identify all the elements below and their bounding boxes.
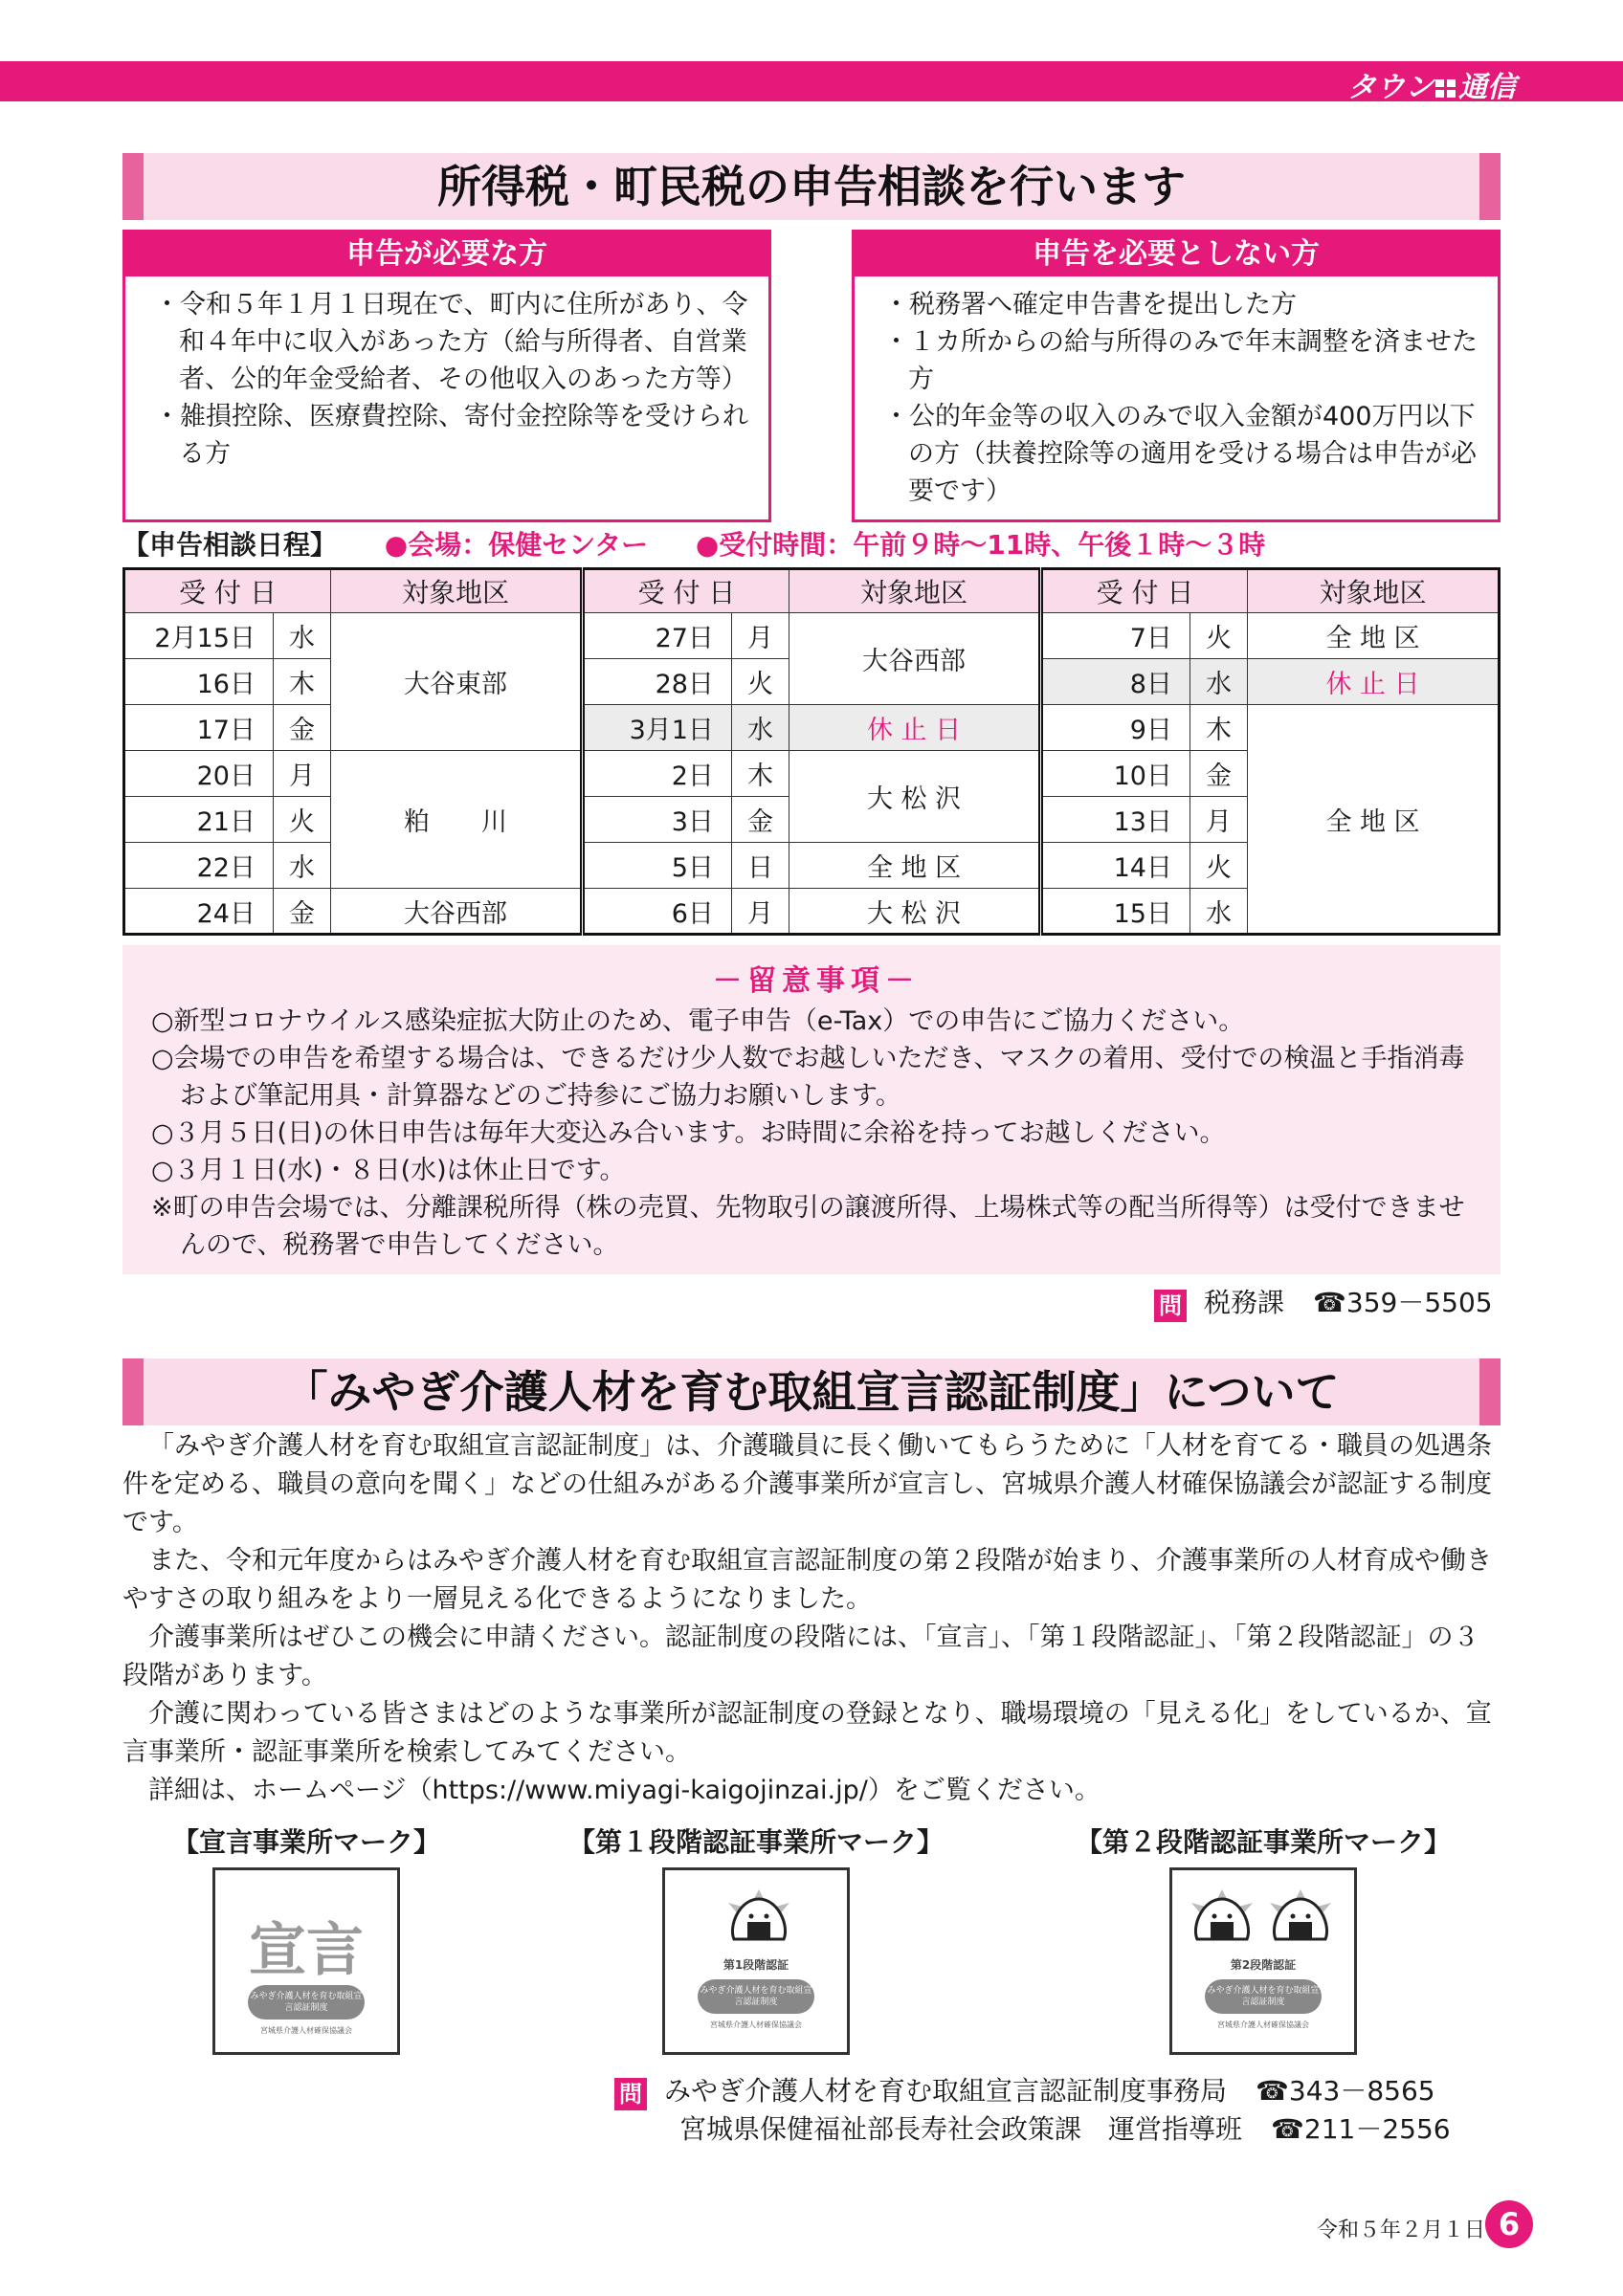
tax-contact xyxy=(1154,1282,1493,1322)
weekday-cell: 月 xyxy=(273,751,330,797)
date-cell: 20日 xyxy=(124,751,274,797)
kaigo-contact-2 xyxy=(679,2108,1451,2147)
schedule-info xyxy=(122,524,1265,563)
weekday-cell: 月 xyxy=(731,613,789,659)
area-cell: 大谷東部 xyxy=(331,613,583,751)
mark-label: 【宣言事業所マーク】 xyxy=(172,1826,441,1858)
date-cell: 16日 xyxy=(124,659,274,705)
paragraph: 「みやぎ介護人材を育む取組宣言認証制度」は、介護職員に長く働いてもらうために「人材を育てる・職員の処遇条件を定める、職員の意向を聞く」などの仕組みがある介護事業所が宣言し、宮城県介護人材確保協議会が認証する制度です。 xyxy=(122,1431,1492,1537)
note-item: ○３月１日(水)・８日(水)は休止日です。 xyxy=(151,1156,626,1185)
col-header: 対象地区 xyxy=(1248,569,1500,613)
date-cell: 2日 xyxy=(582,751,731,797)
section2-title: 「みやぎ介護人材を育む取組宣言認証制度」について xyxy=(122,1358,1501,1425)
weekday-cell: 木 xyxy=(273,659,330,705)
weekday-cell: 金 xyxy=(273,889,330,935)
col-header: 対象地区 xyxy=(789,569,1041,613)
weekday-cell: 月 xyxy=(1189,797,1247,843)
area-cell: 大谷西部 xyxy=(331,889,583,935)
stage2-mark xyxy=(1169,1867,1357,2055)
brand-logo xyxy=(1347,63,1516,105)
date-cell: 3月1日 xyxy=(582,705,731,751)
contact-phone: ☎211－2556 xyxy=(1271,2113,1451,2145)
mark-label: 【第１段階認証事業所マーク】 xyxy=(568,1826,945,1858)
area-cell: 全 地 区 xyxy=(1248,613,1500,659)
col-header: 対象地区 xyxy=(331,569,583,613)
weekday-cell: 月 xyxy=(731,889,789,935)
weekday-cell: 木 xyxy=(1189,705,1247,751)
not-required-box xyxy=(852,230,1501,522)
paragraph: また、令和元年度からはみやぎ介護人材を育む取組宣言認証制度の第２段階が始まり、介護事業所の人材育成や働きやすさの取り組みをより一層見える化できるようになりました。 xyxy=(122,1546,1492,1614)
date-cell: 10日 xyxy=(1040,751,1189,797)
rice-ball-mascots-icon xyxy=(1186,1884,1343,1945)
brand-right: 通信 xyxy=(1458,71,1516,104)
area-cell: 全 地 区 xyxy=(789,843,1041,889)
brand-left: タウン xyxy=(1347,71,1434,104)
date-cell: 13日 xyxy=(1040,797,1189,843)
table-header-row xyxy=(124,569,1500,613)
date-cell: 21日 xyxy=(124,797,274,843)
date-cell: 5日 xyxy=(582,843,731,889)
area-cell: 大 松 沢 xyxy=(789,751,1041,843)
mark-label: 【第２段階認証事業所マーク】 xyxy=(1076,1826,1452,1858)
inquiry-icon: 問 xyxy=(1154,1290,1187,1322)
page-number: 6 xyxy=(1485,2200,1533,2248)
table-row xyxy=(124,705,1500,751)
required-box xyxy=(122,230,771,522)
date-cell: 17日 xyxy=(124,705,274,751)
section2-body xyxy=(122,1427,1501,1810)
venue: ●会場：保健センター xyxy=(384,529,649,561)
area-cell: 大 松 沢 xyxy=(789,889,1041,935)
notes-box xyxy=(122,945,1501,1274)
weekday-cell: 金 xyxy=(273,705,330,751)
contact-dept: 税務課 xyxy=(1204,1287,1285,1318)
list-item: ・ 令和５年１月１日現在で、町内に住所があり、令和４年中に収入があった方（給与所得者、自営業者、公的年金受給者、その他収入のあった方等） xyxy=(154,286,755,398)
note-item: ○新型コロナウイルス感染症拡大防止のため、電子申告（e-Tax）での申告にご協力ください。 xyxy=(151,1006,1245,1036)
list-item: ・ 公的年金等の収入のみで収入金額が400万円以下の方（扶養控除等の適用を受ける場合は申告が必要です） xyxy=(883,398,1484,510)
paragraph: 介護事業所はぜひこの機会に申請ください。認証制度の段階には、「宣言」、「第１段階認証」、「第２段階認証」の３段階があります。 xyxy=(122,1623,1479,1690)
declaration-mark xyxy=(212,1867,400,2055)
col-header: 受 付 日 xyxy=(1040,569,1247,613)
weekday-cell: 火 xyxy=(1189,843,1247,889)
date-cell: 9日 xyxy=(1040,705,1189,751)
date-cell: 28日 xyxy=(582,659,731,705)
grid-icon xyxy=(1435,79,1456,99)
area-cell: 全 地 区 xyxy=(1248,705,1500,935)
weekday-cell: 火 xyxy=(273,797,330,843)
issue-date: 令和５年２月１日 xyxy=(1317,2219,1486,2242)
area-cell: 粕 川 xyxy=(331,751,583,889)
mark-title: 宣言 xyxy=(249,1917,364,1984)
mark-stage: 第2段階認証 xyxy=(1230,1958,1297,1972)
date-cell: 24日 xyxy=(124,889,274,935)
contact-name: 宮城県保健福祉部長寿社会政策課 運営指導班 xyxy=(679,2113,1243,2145)
weekday-cell: 木 xyxy=(731,751,789,797)
note-item: ○会場での申告を希望する場合は、できるだけ少人数でお越しいただき、マスクの着用、受付での検温と手指消毒および筆記用具・計算器などのご持参にご協力お願いします。 xyxy=(151,1044,1465,1111)
weekday-cell: 水 xyxy=(273,843,330,889)
rice-ball-mascot-icon xyxy=(721,1884,797,1945)
area-cell-holiday: 休 止 日 xyxy=(1248,659,1500,705)
weekday-cell: 水 xyxy=(273,613,330,659)
weekday-cell: 日 xyxy=(731,843,789,889)
date-cell: 27日 xyxy=(582,613,731,659)
weekday-cell: 水 xyxy=(1189,659,1247,705)
table-row xyxy=(124,613,1500,659)
mark-pill: みやぎ介護人材を育む取組宣言認証制度 xyxy=(1205,1979,1322,2014)
mark-pill: みやぎ介護人材を育む取組宣言認証制度 xyxy=(248,1985,365,2020)
paragraph: 詳細は、ホームページ（https://www.miyagi-kaigojinzai.jp/）をご覧ください。 xyxy=(148,1776,1101,1805)
date-cell: 14日 xyxy=(1040,843,1189,889)
mark-pill: みやぎ介護人材を育む取組宣言認証制度 xyxy=(698,1979,814,2014)
schedule-table xyxy=(122,567,1501,936)
not-required-heading: 申告を必要としない方 xyxy=(855,232,1498,276)
contact-phone: ☎359－5505 xyxy=(1313,1287,1493,1318)
area-cell-holiday: 休 止 日 xyxy=(789,705,1041,751)
weekday-cell: 金 xyxy=(1189,751,1247,797)
weekday-cell: 水 xyxy=(1189,889,1247,935)
weekday-cell: 金 xyxy=(731,797,789,843)
contact-phone: ☎343－8565 xyxy=(1256,2075,1435,2107)
col-header: 受 付 日 xyxy=(582,569,789,613)
mark-foot: 宮城県介護人材確保協議会 xyxy=(1217,2020,1309,2029)
note-item: ○３月５日(日)の休日申告は毎年大変込み合います。お時間に余裕を持ってお越しください。 xyxy=(151,1118,1226,1148)
top-bar xyxy=(0,61,1623,104)
date-cell: 8日 xyxy=(1040,659,1189,705)
list-item: ・ 雑損控除、医療費控除、寄付金控除等を受けられる方 xyxy=(154,398,755,473)
date-cell: 22日 xyxy=(124,843,274,889)
date-cell: 2月15日 xyxy=(124,613,274,659)
note-item: ※町の申告会場では、分離課税所得（株の売買、先物取引の譲渡所得、上場株式等の配当所得等）は受付できませんので、税務署で申告してください。 xyxy=(151,1193,1465,1260)
weekday-cell: 水 xyxy=(731,705,789,751)
col-header: 受 付 日 xyxy=(124,569,331,613)
date-cell: 6日 xyxy=(582,889,731,935)
mark-foot: 宮城県介護人材確保協議会 xyxy=(710,2020,802,2029)
mark-stage: 第1段階認証 xyxy=(723,1958,789,1972)
kaigo-contact xyxy=(614,2070,1435,2110)
weekday-cell: 火 xyxy=(731,659,789,705)
list-item: ・ １カ所からの給与所得のみで年末調整を済ませた方 xyxy=(883,323,1484,398)
schedule-label: 【申告相談日程】 xyxy=(122,529,338,561)
not-required-list xyxy=(855,276,1498,510)
required-heading: 申告が必要な方 xyxy=(125,232,768,276)
stage1-mark xyxy=(662,1867,850,2055)
date-cell: 15日 xyxy=(1040,889,1189,935)
list-item: ・ 税務署へ確定申告書を提出した方 xyxy=(883,286,1484,323)
inquiry-icon: 問 xyxy=(614,2078,647,2110)
mark-foot: 宮城県介護人材確保協議会 xyxy=(260,2026,352,2035)
date-cell: 3日 xyxy=(582,797,731,843)
date-cell: 7日 xyxy=(1040,613,1189,659)
required-list xyxy=(125,276,768,473)
section1-title: 所得税・町民税の申告相談を行います xyxy=(122,153,1501,220)
notes-title: －留意事項－ xyxy=(713,964,920,998)
weekday-cell: 火 xyxy=(1189,613,1247,659)
contact-name: みやぎ介護人材を育む取組宣言認証制度事務局 xyxy=(664,2075,1228,2107)
area-cell: 大谷西部 xyxy=(789,613,1041,705)
hours: ●受付時間：午前９時～11時、午後１時～３時 xyxy=(695,529,1266,561)
paragraph: 介護に関わっている皆さまはどのような事業所が認証制度の登録となり、職場環境の「見える化」をしているか、宣言事業所・認証事業所を検索してみてください。 xyxy=(122,1699,1492,1767)
